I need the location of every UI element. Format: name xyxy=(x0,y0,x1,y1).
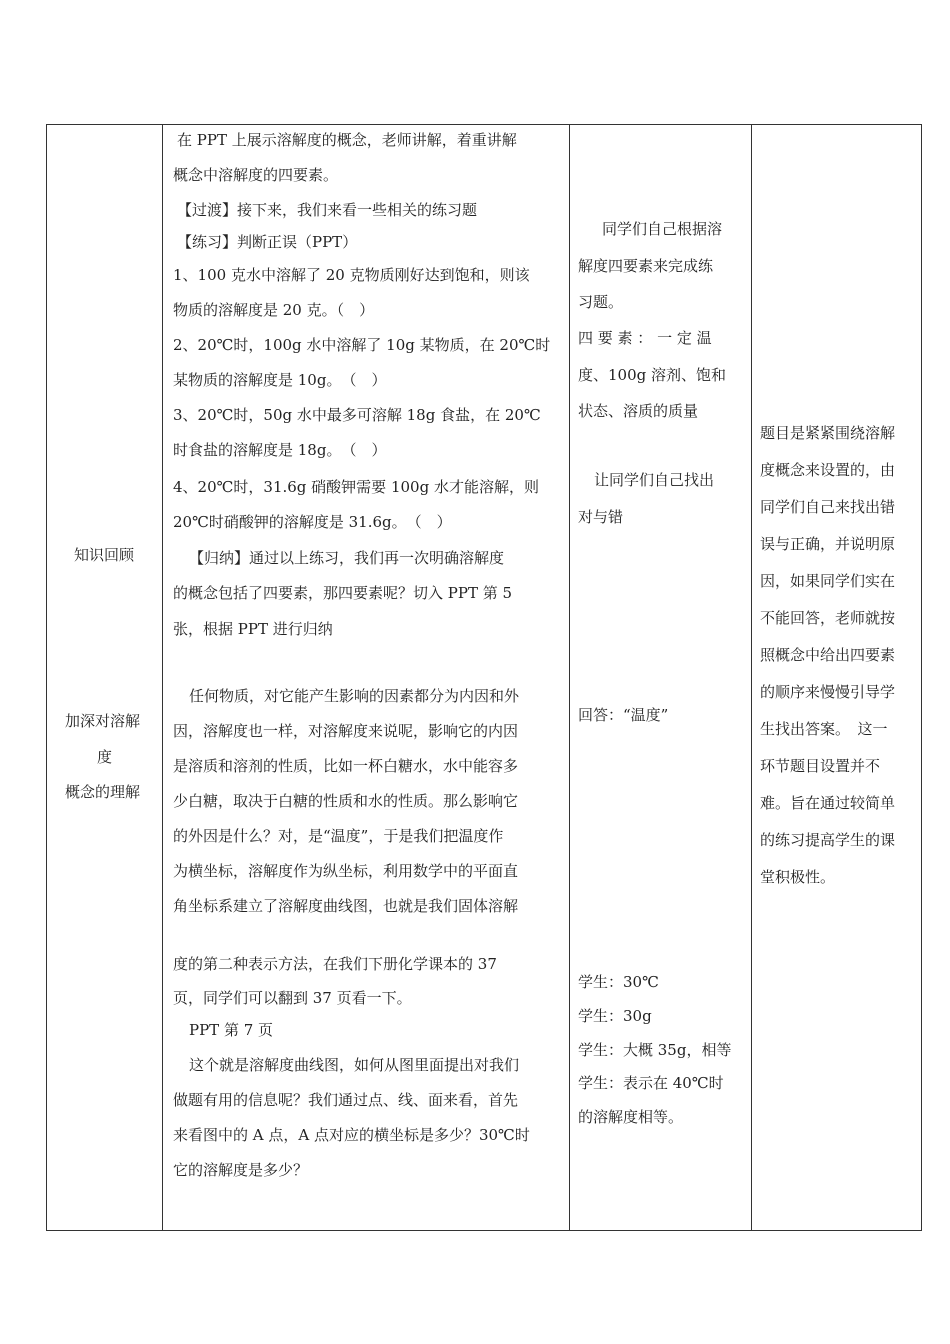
section-label-deepen: 加深对溶解 xyxy=(65,712,141,730)
section-label-column xyxy=(47,125,162,1230)
design-text-line: 误与正确，并说明原 xyxy=(760,535,896,553)
teacher-text-line: 20℃时硝酸钾的溶解度是 31.6g。 （ ） xyxy=(173,513,452,531)
student-text-line: 四 要 素 ： 一 定 温 xyxy=(578,329,712,347)
section-label-deepen: 度 xyxy=(97,748,113,766)
teacher-text-line: 为横坐标，溶解度作为纵坐标，利用数学中的平面直 xyxy=(173,862,519,880)
teacher-text-line: 1、100 克水中溶解了 20 克物质刚好达到饱和，则该 xyxy=(173,266,530,284)
lesson-plan-table xyxy=(46,124,922,1231)
teacher-text-line: 的概念包括了四要素，那四要素呢？切入 PPT 第 5 xyxy=(173,584,513,602)
design-text-line: 题目是紧紧围绕溶解 xyxy=(760,424,896,442)
teacher-text-line: 某物质的溶解度是 10g。 （ ） xyxy=(173,371,387,389)
teacher-text-line: 是溶质和溶剂的性质，比如一杯白糖水，水中能容多 xyxy=(173,757,519,775)
teacher-text-line: 【过渡】接下来，我们来看一些相关的练习题 xyxy=(177,201,478,219)
design-text-line: 的顺序来慢慢引导学 xyxy=(760,683,896,701)
teacher-text-line: 物质的溶解度是 20 克。（ ） xyxy=(173,301,375,319)
student-text-line: 的溶解度相等。 xyxy=(578,1108,684,1126)
teacher-text-line: 的外因是什么？对，是“温度”，于是我们把温度作 xyxy=(173,827,504,845)
teacher-activity-column xyxy=(163,125,569,1230)
design-text-line: 因，如果同学们实在 xyxy=(760,572,896,590)
design-text-line: 生找出答案。 这一 xyxy=(760,720,888,738)
teacher-text-line: 因，溶解度也一样，对溶解度来说呢，影响它的内因 xyxy=(173,722,519,740)
teacher-text-line: 【练习】判断正误（PPT） xyxy=(177,233,358,251)
student-text-line: 习题。 xyxy=(578,293,624,311)
design-text-line: 环节题目设置并不 xyxy=(760,757,881,775)
student-text-line: 度、100g 溶剂、饱和 xyxy=(578,366,727,384)
design-text-line: 度概念来设置的，由 xyxy=(760,461,896,479)
student-text-line: 对与错 xyxy=(578,508,624,526)
student-text-line: 同学们自己根据溶 xyxy=(602,220,723,238)
student-text-line: 状态、溶质的质量 xyxy=(578,402,699,420)
teacher-text-line: 少白糖，取决于白糖的性质和水的性质。那么影响它 xyxy=(173,792,519,810)
teacher-text-line: 来看图中的 A 点，A 点对应的横坐标是多少？30℃时 xyxy=(173,1126,530,1144)
teacher-text-line: 这个就是溶解度曲线图，如何从图里面提出对我们 xyxy=(189,1056,520,1074)
section-label-deepen: 概念的理解 xyxy=(65,783,141,801)
teacher-text-line: 度的第二种表示方法，在我们下册化学课本的 37 xyxy=(173,955,497,973)
design-text-line: 堂积极性。 xyxy=(760,868,836,886)
teacher-text-line: 张，根据 PPT 进行归纳 xyxy=(173,620,333,638)
teacher-text-line: 角坐标系建立了溶解度曲线图，也就是我们固体溶解 xyxy=(173,897,519,915)
teacher-text-line: 2、20℃时，100g 水中溶解了 10g 某物质，在 20℃时 xyxy=(173,336,551,354)
teacher-text-line: 【归纳】通过以上练习，我们再一次明确溶解度 xyxy=(189,549,505,567)
teacher-text-line: 4、20℃时，31.6g 硝酸钾需要 100g 水才能溶解，则 xyxy=(173,478,539,496)
teacher-text-line: 概念中溶解度的四要素。 xyxy=(173,166,339,184)
student-text-line: 学生：表示在 40℃时 xyxy=(578,1074,724,1092)
design-text-line: 难。旨在通过较简单 xyxy=(760,794,896,812)
teacher-text-line: 在 PPT 上展示溶解度的概念，老师讲解，着重讲解 xyxy=(177,131,517,149)
student-activity-column xyxy=(570,125,751,1230)
design-text-line: 不能回答，老师就按 xyxy=(760,609,896,627)
teacher-text-line: 它的溶解度是多少？ xyxy=(173,1161,309,1179)
section-label-review: 知识回顾 xyxy=(74,546,135,564)
design-text-line: 照概念中给出四要素 xyxy=(760,646,896,664)
student-text-line: 学生：30g xyxy=(578,1007,652,1025)
teacher-text-line: 页，同学们可以翻到 37 页看一下。 xyxy=(173,989,412,1007)
teacher-text-line: 任何物质，对它能产生影响的因素都分为内因和外 xyxy=(189,687,520,705)
design-intent-column xyxy=(752,125,923,1230)
design-text-line: 同学们自己来找出错 xyxy=(760,498,896,516)
teacher-text-line: 3、20℃时，50g 水中最多可溶解 18g 食盐，在 20℃ xyxy=(173,406,541,424)
design-text-line: 的练习提高学生的课 xyxy=(760,831,896,849)
student-text-line: 让同学们自己找出 xyxy=(594,471,715,489)
teacher-text-line: 做题有用的信息呢？我们通过点、线、面来看，首先 xyxy=(173,1091,519,1109)
student-text-line: 学生：大概 35g，相等 xyxy=(578,1041,732,1059)
teacher-text-line: PPT 第 7 页 xyxy=(189,1021,274,1039)
student-text-line: 解度四要素来完成练 xyxy=(578,257,714,275)
student-text-line: 学生：30℃ xyxy=(578,973,659,991)
teacher-text-line: 时食盐的溶解度是 18g。 （ ） xyxy=(173,441,387,459)
student-text-line: 回答：“温度” xyxy=(578,706,669,724)
